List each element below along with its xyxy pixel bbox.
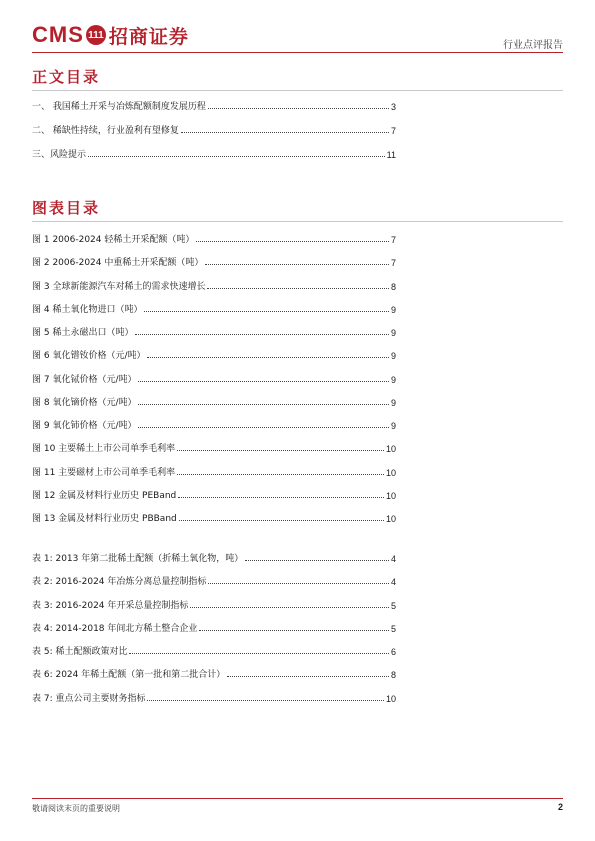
toc-item-page: 3 bbox=[390, 102, 396, 112]
toc-item-page: 9 bbox=[390, 328, 396, 338]
toc-item-page: 7 bbox=[390, 126, 396, 136]
toc-item[interactable] bbox=[32, 668, 396, 680]
leader-dots bbox=[205, 264, 389, 265]
figures-toc-title-text: 图表目录 bbox=[32, 199, 101, 217]
toc-item[interactable] bbox=[32, 303, 396, 315]
toc-item-page: 4 bbox=[390, 577, 396, 588]
toc-item-label: 一、 我国稀土开采与冶炼配额制度发展历程 bbox=[32, 102, 206, 112]
toc-item-label: 图 8 氧化镝价格（元/吨） bbox=[32, 397, 137, 408]
toc-item-label: 三、风险提示 bbox=[32, 150, 87, 160]
toc-item-page: 10 bbox=[385, 444, 396, 455]
leader-dots bbox=[144, 311, 389, 312]
leader-dots bbox=[208, 583, 389, 584]
leader-dots bbox=[177, 474, 384, 475]
toc-item-label: 图 6 氧化镨钕价格（元/吨） bbox=[32, 351, 146, 362]
leader-dots bbox=[196, 241, 389, 242]
toc-item[interactable] bbox=[32, 512, 396, 524]
toc-item-label: 表 2: 2016-2024 年冶炼分离总量控制指标 bbox=[32, 577, 207, 588]
toc-item-page: 11 bbox=[386, 150, 396, 160]
leader-dots bbox=[147, 357, 389, 358]
leader-dots bbox=[227, 676, 389, 677]
toc-item-label: 图 1 2006-2024 轻稀土开采配额（吨） bbox=[32, 235, 195, 245]
leader-dots bbox=[138, 427, 389, 428]
cms-logo bbox=[32, 20, 189, 50]
toc-item-page: 9 bbox=[390, 421, 396, 431]
toc-item-label: 图 7 氧化铽价格（元/吨） bbox=[32, 374, 137, 385]
leader-dots bbox=[88, 156, 385, 157]
toc-item-page: 9 bbox=[390, 374, 396, 385]
toc-item[interactable] bbox=[32, 489, 396, 501]
toc-item[interactable] bbox=[32, 466, 396, 478]
toc-item-page: 8 bbox=[390, 670, 396, 681]
toc-item[interactable] bbox=[32, 326, 396, 338]
toc-item-page: 6 bbox=[390, 647, 396, 658]
toc-item-page: 7 bbox=[390, 235, 396, 245]
leader-dots bbox=[135, 334, 389, 335]
toc-item[interactable] bbox=[32, 373, 396, 385]
leader-dots bbox=[208, 108, 389, 109]
leader-dots bbox=[190, 607, 389, 608]
leader-dots bbox=[245, 560, 389, 561]
logo-chinese-text: 招商证券 bbox=[108, 25, 189, 48]
toc-item-page: 7 bbox=[390, 258, 396, 269]
logo-cms-text: CMS bbox=[32, 22, 84, 47]
toc-item[interactable] bbox=[32, 692, 396, 704]
toc-item-page: 5 bbox=[390, 600, 396, 611]
leader-dots bbox=[177, 450, 384, 451]
toc-item[interactable] bbox=[32, 280, 396, 292]
toc-item-label: 表 4: 2014-2018 年间北方稀土整合企业 bbox=[32, 623, 198, 634]
toc-item-label: 表 1: 2013 年第二批稀土配额（折稀土氧化物，吨） bbox=[32, 554, 244, 564]
toc-item-label: 图 5 稀土永磁出口（吨） bbox=[32, 328, 134, 338]
logo-mark-icon: 111 bbox=[86, 25, 106, 45]
toc-item-page: 10 bbox=[385, 490, 396, 501]
page-header bbox=[32, 14, 563, 52]
main-toc-rule bbox=[32, 90, 563, 91]
toc-item[interactable] bbox=[32, 575, 396, 587]
toc-item-page: 5 bbox=[390, 623, 396, 634]
toc-item-label: 图 10 主要稀土上市公司单季毛利率 bbox=[32, 444, 176, 455]
toc-item-page: 10 bbox=[385, 467, 396, 478]
main-toc-title-text: 正文目录 bbox=[32, 68, 101, 86]
footer-disclaimer: 敬请阅读末页的重要说明 bbox=[32, 804, 120, 813]
toc-item-page: 8 bbox=[390, 281, 396, 292]
leader-dots bbox=[181, 132, 389, 133]
leader-dots bbox=[178, 497, 384, 498]
toc-item-label: 表 6: 2024 年稀土配额（第一批和第二批合计） bbox=[32, 670, 226, 681]
report-type-label: 行业点评报告 bbox=[503, 40, 563, 51]
toc-item-page: 9 bbox=[390, 351, 396, 362]
leader-dots bbox=[179, 520, 384, 521]
toc-item-label: 图 12 金属及材料行业历史 PEBand bbox=[32, 490, 177, 501]
toc-item[interactable] bbox=[32, 233, 396, 245]
toc-item-label: 图 9 氧化铈价格（元/吨） bbox=[32, 421, 137, 431]
toc-item[interactable] bbox=[32, 599, 396, 611]
leader-dots bbox=[138, 381, 389, 382]
toc-item[interactable] bbox=[32, 256, 396, 268]
toc-item-label: 图 11 主要磁材上市公司单季毛利率 bbox=[32, 467, 176, 478]
main-toc-title bbox=[32, 66, 100, 87]
leader-dots bbox=[199, 630, 389, 631]
main-toc-list bbox=[32, 100, 396, 160]
toc-item-page: 4 bbox=[390, 554, 396, 564]
toc-item-label: 图 2 2006-2024 中重稀土开采配额（吨） bbox=[32, 258, 204, 269]
toc-item-label: 图 4 稀土氧化物进口（吨） bbox=[32, 304, 143, 315]
toc-item[interactable] bbox=[32, 124, 396, 136]
toc-item-page: 9 bbox=[390, 397, 396, 408]
footer-divider bbox=[32, 798, 563, 799]
toc-item[interactable] bbox=[32, 100, 396, 112]
toc-item-page: 10 bbox=[385, 693, 396, 704]
figure-list bbox=[32, 233, 396, 524]
toc-item[interactable] bbox=[32, 622, 396, 634]
toc-item-label: 图 3 全球新能源汽车对稀土的需求快速增长 bbox=[32, 281, 206, 292]
footer-page-number: 2 bbox=[557, 802, 563, 812]
toc-item-label: 表 3: 2016-2024 年开采总量控制指标 bbox=[32, 600, 189, 611]
toc-item[interactable] bbox=[32, 419, 396, 431]
table-list bbox=[32, 552, 396, 704]
toc-item-label: 表 5: 稀土配额政策对比 bbox=[32, 647, 128, 658]
toc-item[interactable] bbox=[32, 442, 396, 454]
toc-item[interactable] bbox=[32, 148, 396, 160]
figures-toc-title bbox=[32, 197, 100, 218]
leader-dots bbox=[147, 700, 384, 701]
toc-item-label: 表 7: 重点公司主要财务指标 bbox=[32, 693, 146, 704]
leader-dots bbox=[138, 404, 389, 405]
figures-toc-rule bbox=[32, 221, 563, 222]
leader-dots bbox=[129, 653, 389, 654]
toc-item-page: 9 bbox=[390, 304, 396, 315]
toc-item-page: 10 bbox=[385, 514, 396, 524]
toc-item[interactable] bbox=[32, 645, 396, 657]
toc-item-label: 二、 稀缺性持续，行业盈利有望修复 bbox=[32, 126, 179, 136]
toc-item[interactable] bbox=[32, 396, 396, 408]
leader-dots bbox=[207, 288, 389, 289]
toc-item[interactable] bbox=[32, 552, 396, 564]
toc-item-label: 图 13 金属及材料行业历史 PBBand bbox=[32, 514, 177, 524]
header-divider bbox=[32, 52, 563, 53]
toc-item[interactable] bbox=[32, 349, 396, 361]
